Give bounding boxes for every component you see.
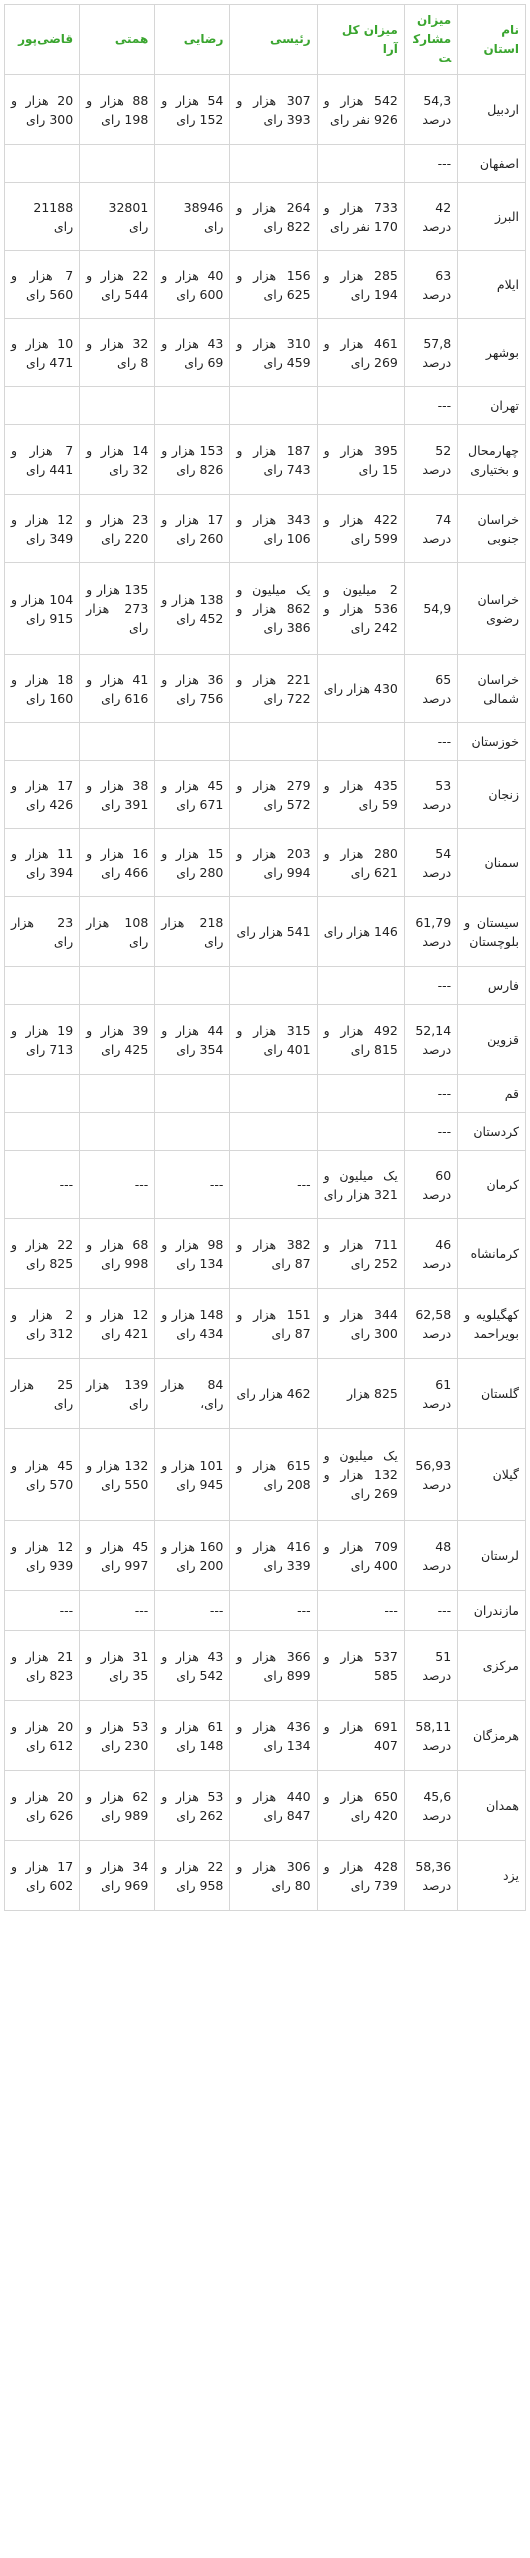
table-row — [5, 1771, 526, 1841]
province-cell: البرز — [458, 183, 526, 251]
raisi-votes-cell: 310 هزار و 459 رای — [230, 319, 317, 387]
raisi-votes-cell: 462 هزار رای — [230, 1359, 317, 1429]
total-votes-cell — [317, 1113, 404, 1151]
table-row — [5, 897, 526, 967]
province-cell: همدان — [458, 1771, 526, 1841]
rezaei-votes-cell: 153 هزار و 826 رای — [155, 425, 230, 495]
raisi-votes-cell: 440 هزار و 847 رای — [230, 1771, 317, 1841]
table-row — [5, 1075, 526, 1113]
table-row — [5, 1521, 526, 1591]
participation-cell: 52,14 درصد — [404, 1005, 457, 1075]
raisi-votes-cell: 187 هزار و 743 رای — [230, 425, 317, 495]
rezaei-votes-cell: 53 هزار و 262 رای — [155, 1771, 230, 1841]
hemmati-votes-cell: 68 هزار و 998 رای — [80, 1219, 155, 1289]
raisi-votes-cell: 156 هزار و 625 رای — [230, 251, 317, 319]
table-row — [5, 183, 526, 251]
raisi-votes-cell: 315 هزار و 401 رای — [230, 1005, 317, 1075]
total-votes-cell: 435 هزار و 59 رای — [317, 761, 404, 829]
participation-cell: 48 درصد — [404, 1521, 457, 1591]
hemmati-votes-cell — [80, 967, 155, 1005]
header-province: نام استان — [458, 5, 526, 75]
table-row — [5, 829, 526, 897]
ghazipour-votes-cell: 11 هزار و 394 رای — [5, 829, 80, 897]
header-raisi: رئیسی — [230, 5, 317, 75]
ghazipour-votes-cell: 20 هزار و 300 رای — [5, 75, 80, 145]
participation-cell: 57,8 درصد — [404, 319, 457, 387]
ghazipour-votes-cell — [5, 1113, 80, 1151]
ghazipour-votes-cell: --- — [5, 1151, 80, 1219]
ghazipour-votes-cell: 17 هزار و 602 رای — [5, 1841, 80, 1911]
total-votes-cell: یک میلیون و 132 هزار و 269 رای — [317, 1429, 404, 1521]
table-row — [5, 563, 526, 655]
province-cell: ایلام — [458, 251, 526, 319]
participation-cell: 54,9 — [404, 563, 457, 655]
total-votes-cell: 430 هزار رای — [317, 655, 404, 723]
total-votes-cell: 492 هزار و 815 رای — [317, 1005, 404, 1075]
total-votes-cell: 344 هزار و 300 رای — [317, 1289, 404, 1359]
rezaei-votes-cell: 43 هزار و 69 رای — [155, 319, 230, 387]
hemmati-votes-cell: 45 هزار و 997 رای — [80, 1521, 155, 1591]
rezaei-votes-cell: 98 هزار و 134 رای — [155, 1219, 230, 1289]
province-cell: زنجان — [458, 761, 526, 829]
total-votes-cell: 285 هزار و 194 رای — [317, 251, 404, 319]
province-cell: قزوین — [458, 1005, 526, 1075]
hemmati-votes-cell: 38 هزار و 391 رای — [80, 761, 155, 829]
rezaei-votes-cell: 160 هزار و 200 رای — [155, 1521, 230, 1591]
province-cell: گیلان — [458, 1429, 526, 1521]
table-row — [5, 1631, 526, 1701]
province-cell: بوشهر — [458, 319, 526, 387]
hemmati-votes-cell: 23 هزار و 220 رای — [80, 495, 155, 563]
ghazipour-votes-cell — [5, 145, 80, 183]
total-votes-cell: 2 میلیون و 536 هزار و 242 رای — [317, 563, 404, 655]
raisi-votes-cell — [230, 145, 317, 183]
participation-cell: 56,93 درصد — [404, 1429, 457, 1521]
ghazipour-votes-cell: 25 هزار رای — [5, 1359, 80, 1429]
hemmati-votes-cell: 32801 رای — [80, 183, 155, 251]
rezaei-votes-cell: 36 هزار و 756 رای — [155, 655, 230, 723]
province-cell: گلستان — [458, 1359, 526, 1429]
table-row — [5, 75, 526, 145]
participation-cell: 62,58 درصد — [404, 1289, 457, 1359]
table-row — [5, 425, 526, 495]
raisi-votes-cell: 416 هزار و 339 رای — [230, 1521, 317, 1591]
raisi-votes-cell: 382 هزار و 87 رای — [230, 1219, 317, 1289]
total-votes-cell: 395 هزار و 15 رای — [317, 425, 404, 495]
total-votes-cell: 280 هزار و 621 رای — [317, 829, 404, 897]
hemmati-votes-cell: 135 هزار و 273 هزار رای — [80, 563, 155, 655]
province-cell: کرمان — [458, 1151, 526, 1219]
province-cell: خوزستان — [458, 723, 526, 761]
ghazipour-votes-cell: 12 هزار و 939 رای — [5, 1521, 80, 1591]
province-cell: کردستان — [458, 1113, 526, 1151]
participation-cell: 61,79 درصد — [404, 897, 457, 967]
total-votes-cell: 537 هزار و 585 — [317, 1631, 404, 1701]
rezaei-votes-cell — [155, 387, 230, 425]
participation-cell: 60 درصد — [404, 1151, 457, 1219]
rezaei-votes-cell — [155, 967, 230, 1005]
participation-cell: 42 درصد — [404, 183, 457, 251]
province-cell: سمنان — [458, 829, 526, 897]
ghazipour-votes-cell: 10 هزار و 471 رای — [5, 319, 80, 387]
table-row — [5, 1591, 526, 1631]
raisi-votes-cell: 203 هزار و 994 رای — [230, 829, 317, 897]
hemmati-votes-cell: 53 هزار و 230 رای — [80, 1701, 155, 1771]
table-row — [5, 1359, 526, 1429]
hemmati-votes-cell — [80, 1075, 155, 1113]
province-cell: اردبیل — [458, 75, 526, 145]
hemmati-votes-cell: 34 هزار و 969 رای — [80, 1841, 155, 1911]
table-row — [5, 967, 526, 1005]
raisi-votes-cell: 306 هزار و 80 رای — [230, 1841, 317, 1911]
ghazipour-votes-cell: 104 هزار و 915 رای — [5, 563, 80, 655]
participation-cell: 46 درصد — [404, 1219, 457, 1289]
total-votes-cell — [317, 1075, 404, 1113]
ghazipour-votes-cell: 12 هزار و 349 رای — [5, 495, 80, 563]
participation-cell: 63 درصد — [404, 251, 457, 319]
hemmati-votes-cell: 108 هزار رای — [80, 897, 155, 967]
total-votes-cell: 711 هزار و 252 رای — [317, 1219, 404, 1289]
total-votes-cell: 691 هزار و 407 — [317, 1701, 404, 1771]
participation-cell: --- — [404, 1113, 457, 1151]
total-votes-cell: یک میلیون و 321 هزار رای — [317, 1151, 404, 1219]
rezaei-votes-cell: 22 هزار و 958 رای — [155, 1841, 230, 1911]
province-cell: هرمزگان — [458, 1701, 526, 1771]
ghazipour-votes-cell: 7 هزار و 441 رای — [5, 425, 80, 495]
rezaei-votes-cell: 138 هزار و 452 رای — [155, 563, 230, 655]
table-row — [5, 723, 526, 761]
header-total-votes: میزان کل آرا — [317, 5, 404, 75]
total-votes-cell — [317, 967, 404, 1005]
ghazipour-votes-cell: 18 هزار و 160 رای — [5, 655, 80, 723]
ghazipour-votes-cell — [5, 967, 80, 1005]
rezaei-votes-cell — [155, 145, 230, 183]
hemmati-votes-cell — [80, 387, 155, 425]
raisi-votes-cell — [230, 1075, 317, 1113]
table-row — [5, 761, 526, 829]
raisi-votes-cell: 615 هزار و 208 رای — [230, 1429, 317, 1521]
raisi-votes-cell: 436 هزار و 134 رای — [230, 1701, 317, 1771]
province-cell: یزد — [458, 1841, 526, 1911]
raisi-votes-cell: 343 هزار و 106 رای — [230, 495, 317, 563]
ghazipour-votes-cell: --- — [5, 1591, 80, 1631]
table-row — [5, 1841, 526, 1911]
hemmati-votes-cell: 22 هزار و 544 رای — [80, 251, 155, 319]
table-row — [5, 655, 526, 723]
participation-cell: 54 درصد — [404, 829, 457, 897]
rezaei-votes-cell: 17 هزار و 260 رای — [155, 495, 230, 563]
province-cell: تهران — [458, 387, 526, 425]
participation-cell: --- — [404, 967, 457, 1005]
rezaei-votes-cell: 101 هزار و 945 رای — [155, 1429, 230, 1521]
hemmati-votes-cell: 12 هزار و 421 رای — [80, 1289, 155, 1359]
participation-cell: 65 درصد — [404, 655, 457, 723]
province-cell: خراسان جنوبی — [458, 495, 526, 563]
hemmati-votes-cell: 132 هزار و 550 رای — [80, 1429, 155, 1521]
total-votes-cell: 428 هزار و 739 رای — [317, 1841, 404, 1911]
ghazipour-votes-cell — [5, 723, 80, 761]
hemmati-votes-cell: 16 هزار و 466 رای — [80, 829, 155, 897]
ghazipour-votes-cell: 20 هزار و 612 رای — [5, 1701, 80, 1771]
participation-cell: 58,11 درصد — [404, 1701, 457, 1771]
province-cell: فارس — [458, 967, 526, 1005]
results-table-container — [4, 4, 526, 1911]
table-row — [5, 1005, 526, 1075]
ghazipour-votes-cell: 21188 رای — [5, 183, 80, 251]
raisi-votes-cell: 307 هزار و 393 رای — [230, 75, 317, 145]
hemmati-votes-cell: 139 هزار رای — [80, 1359, 155, 1429]
table-row — [5, 1429, 526, 1521]
ghazipour-votes-cell: 21 هزار و 823 رای — [5, 1631, 80, 1701]
raisi-votes-cell — [230, 967, 317, 1005]
province-cell: مازندران — [458, 1591, 526, 1631]
total-votes-cell — [317, 145, 404, 183]
hemmati-votes-cell: --- — [80, 1591, 155, 1631]
participation-cell: 58,36 درصد — [404, 1841, 457, 1911]
hemmati-votes-cell: 39 هزار و 425 رای — [80, 1005, 155, 1075]
total-votes-cell: 733 هزار و 170 نفر رای — [317, 183, 404, 251]
raisi-votes-cell: 279 هزار و 572 رای — [230, 761, 317, 829]
table-row — [5, 1151, 526, 1219]
raisi-votes-cell: 221 هزار و 722 رای — [230, 655, 317, 723]
rezaei-votes-cell: 15 هزار و 280 رای — [155, 829, 230, 897]
hemmati-votes-cell: 14 هزار و 32 رای — [80, 425, 155, 495]
total-votes-cell — [317, 387, 404, 425]
raisi-votes-cell: یک میلیون و 862 هزار و 386 رای — [230, 563, 317, 655]
hemmati-votes-cell: 62 هزار و 989 رای — [80, 1771, 155, 1841]
rezaei-votes-cell: 43 هزار و 542 رای — [155, 1631, 230, 1701]
rezaei-votes-cell — [155, 1075, 230, 1113]
participation-cell: 74 درصد — [404, 495, 457, 563]
total-votes-cell: 146 هزار رای — [317, 897, 404, 967]
raisi-votes-cell: --- — [230, 1591, 317, 1631]
raisi-votes-cell — [230, 723, 317, 761]
total-votes-cell — [317, 723, 404, 761]
table-row — [5, 1113, 526, 1151]
table-row — [5, 251, 526, 319]
rezaei-votes-cell: --- — [155, 1591, 230, 1631]
table-body — [5, 75, 526, 1911]
hemmati-votes-cell — [80, 145, 155, 183]
ghazipour-votes-cell: 20 هزار و 626 رای — [5, 1771, 80, 1841]
participation-cell: 51 درصد — [404, 1631, 457, 1701]
province-cell: لرستان — [458, 1521, 526, 1591]
header-hemmati: همتی — [80, 5, 155, 75]
ghazipour-votes-cell: 23 هزار رای — [5, 897, 80, 967]
rezaei-votes-cell: 38946 رای — [155, 183, 230, 251]
hemmati-votes-cell: 88 هزار و 198 رای — [80, 75, 155, 145]
rezaei-votes-cell: 45 هزار و 671 رای — [155, 761, 230, 829]
province-cell: کرمانشاه — [458, 1219, 526, 1289]
table-row — [5, 1219, 526, 1289]
ghazipour-votes-cell — [5, 387, 80, 425]
province-cell: خراسان رضوی — [458, 563, 526, 655]
raisi-votes-cell: 264 هزار و 822 رای — [230, 183, 317, 251]
table-row — [5, 145, 526, 183]
raisi-votes-cell: 541 هزار رای — [230, 897, 317, 967]
province-cell: سیستان و بلوچستان — [458, 897, 526, 967]
hemmati-votes-cell: 31 هزار و 35 رای — [80, 1631, 155, 1701]
province-cell: چهارمحال و بختیاری — [458, 425, 526, 495]
participation-cell: --- — [404, 1591, 457, 1631]
total-votes-cell: 422 هزار و 599 رای — [317, 495, 404, 563]
hemmati-votes-cell: 32 هزار و 8 رای — [80, 319, 155, 387]
rezaei-votes-cell — [155, 723, 230, 761]
rezaei-votes-cell: --- — [155, 1151, 230, 1219]
raisi-votes-cell: 366 هزار و 899 رای — [230, 1631, 317, 1701]
table-row — [5, 1701, 526, 1771]
rezaei-votes-cell: 44 هزار و 354 رای — [155, 1005, 230, 1075]
ghazipour-votes-cell: 17 هزار و 426 رای — [5, 761, 80, 829]
total-votes-cell: 542 هزار و 926 نفر رای — [317, 75, 404, 145]
table-row — [5, 387, 526, 425]
ghazipour-votes-cell: 19 هزار و 713 رای — [5, 1005, 80, 1075]
participation-cell: 45,6 درصد — [404, 1771, 457, 1841]
rezaei-votes-cell: 84 هزار رای، — [155, 1359, 230, 1429]
table-row — [5, 495, 526, 563]
table-row — [5, 1289, 526, 1359]
raisi-votes-cell: --- — [230, 1151, 317, 1219]
ghazipour-votes-cell: 22 هزار و 825 رای — [5, 1219, 80, 1289]
participation-cell: 52 درصد — [404, 425, 457, 495]
participation-cell: --- — [404, 1075, 457, 1113]
rezaei-votes-cell: 61 هزار و 148 رای — [155, 1701, 230, 1771]
total-votes-cell: 650 هزار و 420 رای — [317, 1771, 404, 1841]
raisi-votes-cell — [230, 1113, 317, 1151]
participation-cell: 53 درصد — [404, 761, 457, 829]
ghazipour-votes-cell: 45 هزار و 570 رای — [5, 1429, 80, 1521]
ghazipour-votes-cell — [5, 1075, 80, 1113]
rezaei-votes-cell: 148 هزار و 434 رای — [155, 1289, 230, 1359]
raisi-votes-cell — [230, 387, 317, 425]
ghazipour-votes-cell: 7 هزار و 560 رای — [5, 251, 80, 319]
hemmati-votes-cell — [80, 1113, 155, 1151]
participation-cell: --- — [404, 145, 457, 183]
header-participation: میزان مشارکت — [404, 5, 457, 75]
province-cell: قم — [458, 1075, 526, 1113]
rezaei-votes-cell: 218 هزار رای — [155, 897, 230, 967]
total-votes-cell: 461 هزار و 269 رای — [317, 319, 404, 387]
province-cell: کهگیلویه و بویراحمد — [458, 1289, 526, 1359]
participation-cell: 54,3 درصد — [404, 75, 457, 145]
election-results-table — [4, 4, 526, 1911]
raisi-votes-cell: 151 هزار و 87 رای — [230, 1289, 317, 1359]
table-row — [5, 319, 526, 387]
ghazipour-votes-cell: 2 هزار و 312 رای — [5, 1289, 80, 1359]
total-votes-cell: 825 هزار — [317, 1359, 404, 1429]
hemmati-votes-cell — [80, 723, 155, 761]
province-cell: مرکزی — [458, 1631, 526, 1701]
total-votes-cell: 709 هزار و 400 رای — [317, 1521, 404, 1591]
rezaei-votes-cell: 40 هزار و 600 رای — [155, 251, 230, 319]
table-header-row — [5, 5, 526, 75]
participation-cell: --- — [404, 387, 457, 425]
rezaei-votes-cell: 54 هزار و 152 رای — [155, 75, 230, 145]
participation-cell: 61 درصد — [404, 1359, 457, 1429]
participation-cell: --- — [404, 723, 457, 761]
hemmati-votes-cell: 41 هزار و 616 رای — [80, 655, 155, 723]
total-votes-cell: --- — [317, 1591, 404, 1631]
hemmati-votes-cell: --- — [80, 1151, 155, 1219]
province-cell: اصفهان — [458, 145, 526, 183]
province-cell: خراسان شمالی — [458, 655, 526, 723]
header-ghazipour: قاضی‌پور — [5, 5, 80, 75]
rezaei-votes-cell — [155, 1113, 230, 1151]
header-rezaei: رضایی — [155, 5, 230, 75]
